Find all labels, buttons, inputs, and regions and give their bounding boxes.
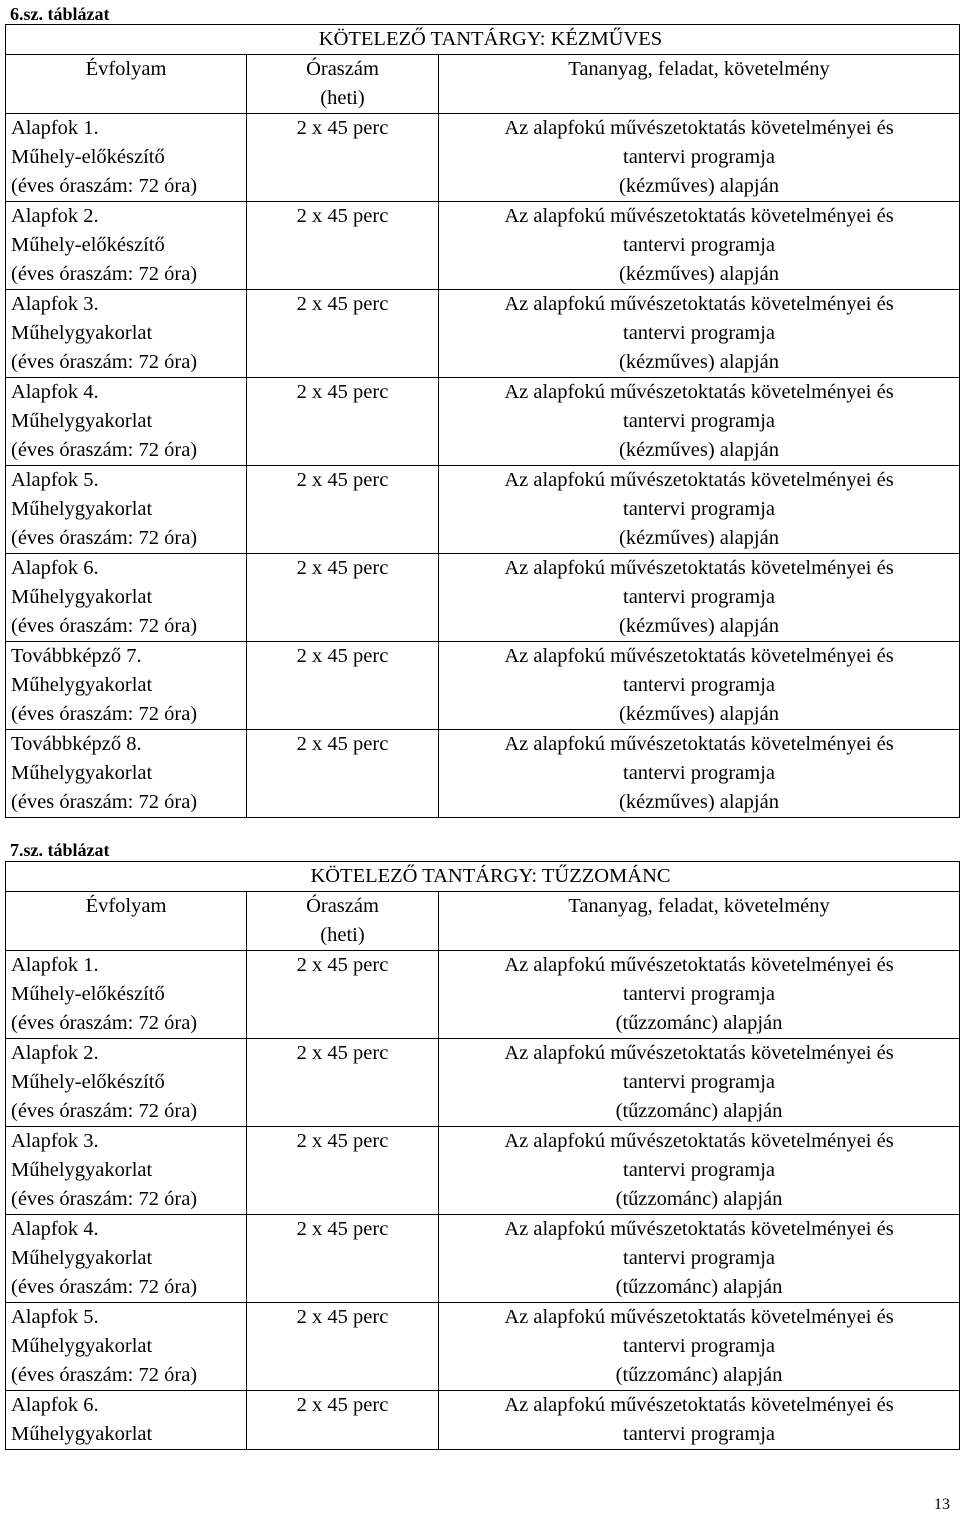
- evfolyam-cell: [6, 730, 247, 818]
- evfolyam-line: Alapfok 3.: [11, 1130, 99, 1152]
- tananyag-line: tantervi programja: [623, 322, 775, 344]
- evfolyam-line: Alapfok 3.: [11, 293, 99, 315]
- page-number: 13: [934, 1496, 950, 1513]
- tananyag-line: tantervi programja: [623, 586, 775, 608]
- oraszam-cell: [247, 466, 439, 554]
- tananyag-line: Az alapfokú művészetoktatás követelményei és: [504, 954, 894, 976]
- title-row: [6, 25, 960, 55]
- title-row: [6, 862, 960, 892]
- oraszam-cell: [247, 202, 439, 290]
- table-title-cell: [6, 862, 960, 892]
- table-row: [6, 202, 960, 290]
- header-oraszam-line: Óraszám: [306, 58, 379, 80]
- oraszam-value: 2 x 45 perc: [296, 1394, 389, 1416]
- tananyag-line: (tűzzománc) alapján: [615, 1100, 783, 1122]
- table-title: KÖTELEZŐ TANTÁRGY: KÉZMŰVES: [318, 28, 663, 50]
- oraszam-cell: [247, 642, 439, 730]
- header-evfolyam-label: Évfolyam: [85, 58, 167, 80]
- oraszam-value: 2 x 45 perc: [296, 293, 389, 315]
- evfolyam-line: Alapfok 2.: [11, 205, 99, 227]
- table7: [5, 861, 960, 1450]
- evfolyam-line: (éves óraszám: 72 óra): [11, 351, 198, 373]
- table-row: [6, 114, 960, 202]
- header-oraszam: [247, 55, 439, 114]
- oraszam-cell: [247, 1303, 439, 1391]
- oraszam-cell: [247, 1391, 439, 1450]
- tananyag-cell: [439, 466, 960, 554]
- header-row: [6, 55, 960, 114]
- table-row: [6, 1391, 960, 1450]
- table-row: [6, 642, 960, 730]
- oraszam-cell: [247, 951, 439, 1039]
- oraszam-cell: [247, 114, 439, 202]
- evfolyam-line: Műhelygyakorlat: [11, 410, 153, 432]
- tananyag-cell: [439, 202, 960, 290]
- tananyag-cell: [439, 1215, 960, 1303]
- table7-caption: 7.sz. táblázat: [10, 840, 110, 860]
- header-oraszam-line: (heti): [320, 87, 365, 109]
- evfolyam-line: (éves óraszám: 72 óra): [11, 1276, 198, 1298]
- oraszam-cell: [247, 1039, 439, 1127]
- evfolyam-cell: [6, 554, 247, 642]
- tananyag-line: (tűzzománc) alapján: [615, 1012, 783, 1034]
- tananyag-cell: [439, 1039, 960, 1127]
- evfolyam-line: Alapfok 2.: [11, 1042, 99, 1064]
- oraszam-value: 2 x 45 perc: [296, 557, 389, 579]
- evfolyam-line: (éves óraszám: 72 óra): [11, 527, 198, 549]
- tananyag-line: (kézműves) alapján: [619, 439, 779, 461]
- tananyag-cell: [439, 290, 960, 378]
- table6-caption: 6.sz. táblázat: [10, 4, 110, 24]
- evfolyam-cell: [6, 202, 247, 290]
- tananyag-cell: [439, 114, 960, 202]
- evfolyam-line: Műhely-előkészítő: [11, 146, 165, 168]
- tananyag-cell: [439, 642, 960, 730]
- evfolyam-line: Műhelygyakorlat: [11, 1159, 153, 1181]
- tananyag-line: Az alapfokú művészetoktatás követelményei és: [504, 733, 894, 755]
- evfolyam-cell: [6, 1215, 247, 1303]
- tananyag-cell: [439, 1391, 960, 1450]
- tananyag-line: tantervi programja: [623, 1423, 775, 1445]
- tananyag-line: Az alapfokú művészetoktatás követelményei és: [504, 205, 894, 227]
- tananyag-line: Az alapfokú művészetoktatás követelményei és: [504, 1130, 894, 1152]
- tananyag-line: tantervi programja: [623, 1247, 775, 1269]
- table6: [5, 24, 960, 818]
- tananyag-line: (kézműves) alapján: [619, 263, 779, 285]
- evfolyam-line: (éves óraszám: 72 óra): [11, 1100, 198, 1122]
- oraszam-value: 2 x 45 perc: [296, 733, 389, 755]
- tananyag-line: tantervi programja: [623, 674, 775, 696]
- evfolyam-line: (éves óraszám: 72 óra): [11, 615, 198, 637]
- evfolyam-line: (éves óraszám: 72 óra): [11, 791, 198, 813]
- evfolyam-cell: [6, 290, 247, 378]
- evfolyam-line: Alapfok 1.: [11, 954, 99, 976]
- evfolyam-cell: [6, 1303, 247, 1391]
- tananyag-cell: [439, 1127, 960, 1215]
- evfolyam-line: (éves óraszám: 72 óra): [11, 1364, 198, 1386]
- tananyag-line: (kézműves) alapján: [619, 703, 779, 725]
- table-row: [6, 290, 960, 378]
- evfolyam-line: Továbbképző 8.: [11, 733, 142, 755]
- tananyag-line: (kézműves) alapján: [619, 791, 779, 813]
- tananyag-line: tantervi programja: [623, 146, 775, 168]
- tananyag-line: tantervi programja: [623, 1335, 775, 1357]
- evfolyam-line: Alapfok 5.: [11, 469, 99, 491]
- oraszam-value: 2 x 45 perc: [296, 645, 389, 667]
- tananyag-line: (kézműves) alapján: [619, 615, 779, 637]
- table-title: KÖTELEZŐ TANTÁRGY: TŰZZOMÁNC: [310, 865, 671, 887]
- evfolyam-line: Továbbképző 7.: [11, 645, 142, 667]
- evfolyam-line: Műhelygyakorlat: [11, 1335, 153, 1357]
- evfolyam-line: Műhely-előkészítő: [11, 983, 165, 1005]
- evfolyam-line: (éves óraszám: 72 óra): [11, 263, 198, 285]
- evfolyam-cell: [6, 642, 247, 730]
- tananyag-line: Az alapfokú művészetoktatás követelményei és: [504, 1394, 894, 1416]
- tananyag-line: (kézműves) alapján: [619, 175, 779, 197]
- table-row: [6, 554, 960, 642]
- header-tananyag-label: Tananyag, feladat, követelmény: [568, 58, 830, 80]
- table-row: [6, 1039, 960, 1127]
- evfolyam-line: Alapfok 6.: [11, 557, 99, 579]
- evfolyam-cell: [6, 466, 247, 554]
- tananyag-line: tantervi programja: [623, 1159, 775, 1181]
- tananyag-line: Az alapfokú művészetoktatás követelményei és: [504, 645, 894, 667]
- oraszam-cell: [247, 1127, 439, 1215]
- evfolyam-line: Alapfok 4.: [11, 381, 99, 403]
- oraszam-cell: [247, 378, 439, 466]
- header-tananyag-label: Tananyag, feladat, követelmény: [568, 895, 830, 917]
- table-row: [6, 730, 960, 818]
- header-oraszam: [247, 892, 439, 951]
- oraszam-cell: [247, 730, 439, 818]
- tananyag-line: Az alapfokú művészetoktatás követelményei és: [504, 1218, 894, 1240]
- tananyag-line: (tűzzománc) alapján: [615, 1188, 783, 1210]
- tananyag-line: Az alapfokú művészetoktatás követelményei és: [504, 381, 894, 403]
- evfolyam-line: Alapfok 5.: [11, 1306, 99, 1328]
- evfolyam-line: (éves óraszám: 72 óra): [11, 1188, 198, 1210]
- tananyag-line: tantervi programja: [623, 762, 775, 784]
- evfolyam-cell: [6, 114, 247, 202]
- oraszam-value: 2 x 45 perc: [296, 117, 389, 139]
- tananyag-line: Az alapfokú művészetoktatás követelményei és: [504, 293, 894, 315]
- tananyag-cell: [439, 378, 960, 466]
- oraszam-value: 2 x 45 perc: [296, 469, 389, 491]
- tananyag-line: (kézműves) alapján: [619, 351, 779, 373]
- evfolyam-line: (éves óraszám: 72 óra): [11, 439, 198, 461]
- tananyag-line: tantervi programja: [623, 983, 775, 1005]
- table-title-cell: [6, 25, 960, 55]
- header-evfolyam: [6, 892, 247, 951]
- evfolyam-cell: [6, 378, 247, 466]
- header-evfolyam-label: Évfolyam: [85, 895, 167, 917]
- tananyag-line: (kézműves) alapján: [619, 527, 779, 549]
- tananyag-line: Az alapfokú művészetoktatás követelményei és: [504, 469, 894, 491]
- evfolyam-cell: [6, 1391, 247, 1450]
- evfolyam-line: Műhelygyakorlat: [11, 586, 153, 608]
- tananyag-cell: [439, 951, 960, 1039]
- header-evfolyam: [6, 55, 247, 114]
- tananyag-line: tantervi programja: [623, 234, 775, 256]
- evfolyam-line: Műhelygyakorlat: [11, 674, 153, 696]
- evfolyam-cell: [6, 1039, 247, 1127]
- tananyag-line: tantervi programja: [623, 498, 775, 520]
- tananyag-line: Az alapfokú művészetoktatás követelményei és: [504, 1306, 894, 1328]
- tananyag-line: tantervi programja: [623, 1071, 775, 1093]
- oraszam-cell: [247, 1215, 439, 1303]
- tananyag-cell: [439, 730, 960, 818]
- tananyag-cell: [439, 1303, 960, 1391]
- evfolyam-line: Műhelygyakorlat: [11, 762, 153, 784]
- evfolyam-line: Alapfok 4.: [11, 1218, 99, 1240]
- table-row: [6, 1303, 960, 1391]
- oraszam-value: 2 x 45 perc: [296, 1042, 389, 1064]
- header-tananyag: [439, 892, 960, 951]
- evfolyam-line: Műhelygyakorlat: [11, 1423, 153, 1445]
- tananyag-line: tantervi programja: [623, 410, 775, 432]
- evfolyam-cell: [6, 1127, 247, 1215]
- oraszam-value: 2 x 45 perc: [296, 954, 389, 976]
- evfolyam-line: Műhelygyakorlat: [11, 322, 153, 344]
- oraszam-value: 2 x 45 perc: [296, 205, 389, 227]
- header-tananyag: [439, 55, 960, 114]
- oraszam-value: 2 x 45 perc: [296, 1218, 389, 1240]
- tananyag-line: Az alapfokú művészetoktatás követelményei és: [504, 557, 894, 579]
- oraszam-value: 2 x 45 perc: [296, 381, 389, 403]
- header-oraszam-line: (heti): [320, 924, 365, 946]
- header-oraszam-line: Óraszám: [306, 895, 379, 917]
- evfolyam-line: Műhely-előkészítő: [11, 1071, 165, 1093]
- header-row: [6, 892, 960, 951]
- tananyag-line: (tűzzománc) alapján: [615, 1364, 783, 1386]
- evfolyam-line: Alapfok 6.: [11, 1394, 99, 1416]
- table-row: [6, 951, 960, 1039]
- oraszam-value: 2 x 45 perc: [296, 1130, 389, 1152]
- table-row: [6, 466, 960, 554]
- evfolyam-line: (éves óraszám: 72 óra): [11, 175, 198, 197]
- evfolyam-line: Műhely-előkészítő: [11, 234, 165, 256]
- oraszam-value: 2 x 45 perc: [296, 1306, 389, 1328]
- evfolyam-line: Műhelygyakorlat: [11, 498, 153, 520]
- evfolyam-line: (éves óraszám: 72 óra): [11, 1012, 198, 1034]
- evfolyam-line: Műhelygyakorlat: [11, 1247, 153, 1269]
- tananyag-line: (tűzzománc) alapján: [615, 1276, 783, 1298]
- table-row: [6, 1127, 960, 1215]
- table-row: [6, 378, 960, 466]
- oraszam-cell: [247, 290, 439, 378]
- evfolyam-line: (éves óraszám: 72 óra): [11, 703, 198, 725]
- tananyag-line: Az alapfokú művészetoktatás követelményei és: [504, 117, 894, 139]
- tananyag-line: Az alapfokú művészetoktatás követelményei és: [504, 1042, 894, 1064]
- oraszam-cell: [247, 554, 439, 642]
- table-row: [6, 1215, 960, 1303]
- tananyag-cell: [439, 554, 960, 642]
- evfolyam-line: Alapfok 1.: [11, 117, 99, 139]
- evfolyam-cell: [6, 951, 247, 1039]
